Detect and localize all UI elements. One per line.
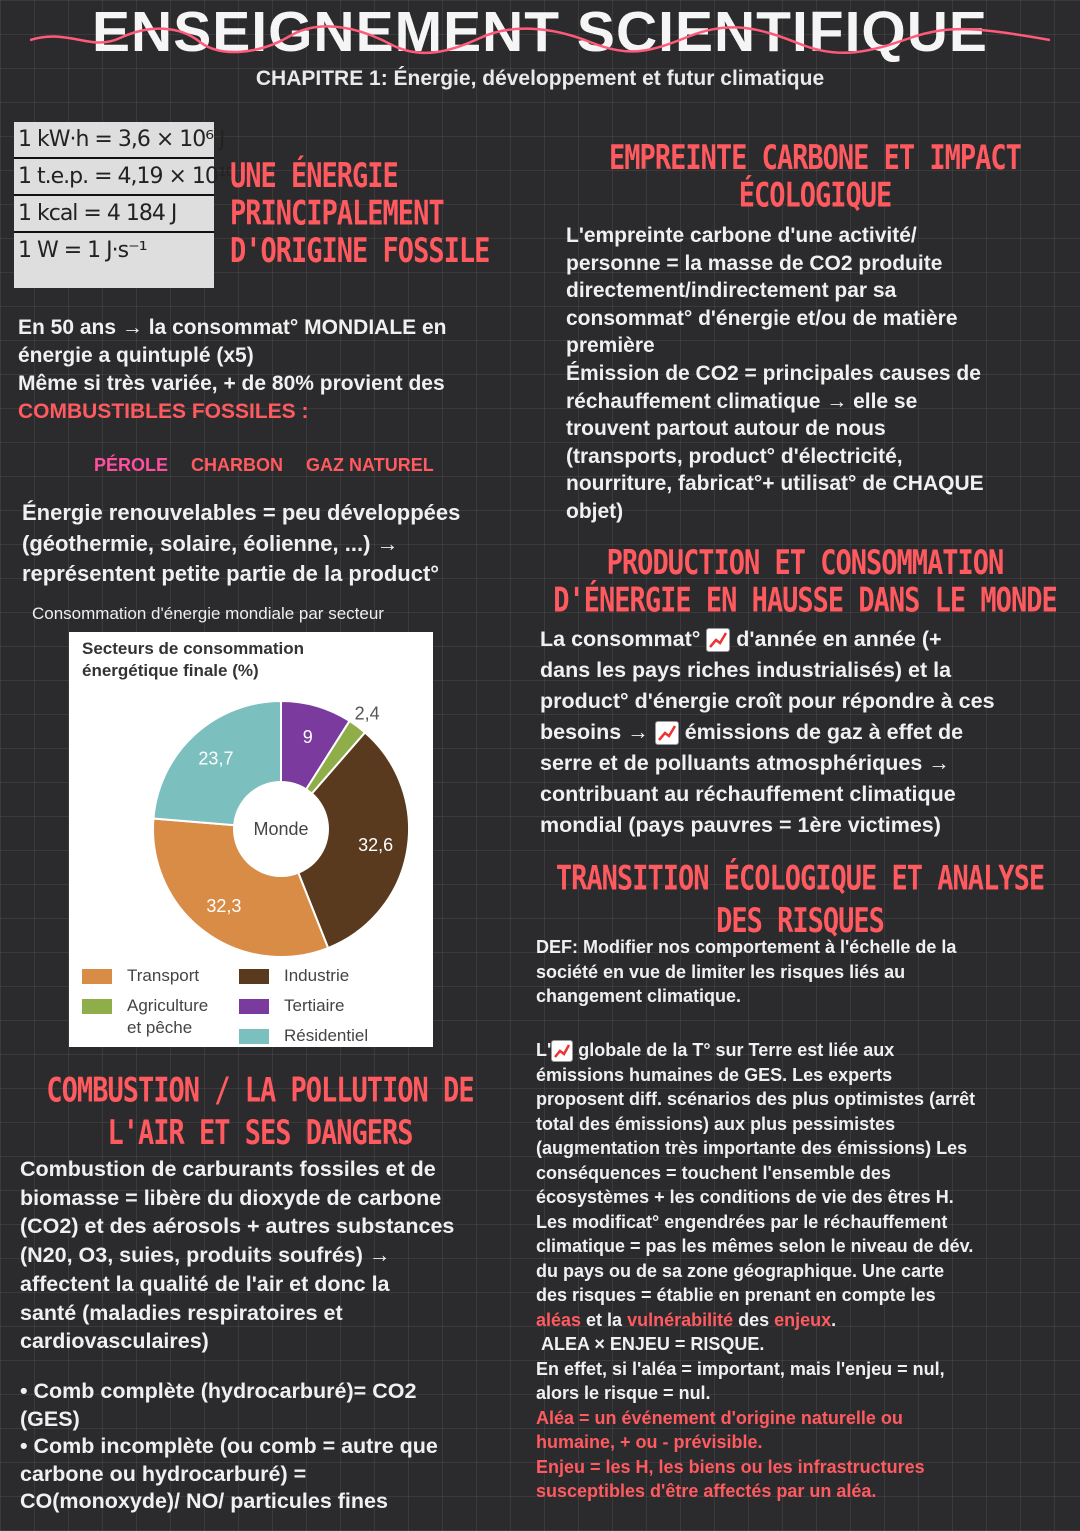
text-line: conséquences = touchent l'ensemble des [536,1162,891,1183]
text-line: alors le risque = nul. [536,1383,711,1403]
text-line [536,1038,1076,1063]
text-line: total des émissions) aux plus pessimistes [536,1113,896,1134]
legend-swatch-industrie [239,969,269,984]
legend-label: Transport [127,966,200,985]
fossil-item: CHARBON [191,455,284,475]
fossil-list [94,455,434,476]
text-line [540,717,1070,748]
heading-line: D'ÉNERGIE EN HAUSSE DANS LE MONDE [553,581,1057,620]
text-fragment: vulnérabilité [627,1309,734,1330]
heading-line: DES RISQUES [716,901,884,941]
text-line: dans les pays riches industrialisés) et la [540,658,952,682]
text-line: (géothermie, solaire, éolienne, ...) → [22,530,399,556]
definition-paragraph [536,935,1071,1009]
pie-slice-label: 9 [302,726,313,747]
bullet-line: • Comb complète (hydrocarburé)= CO2 [20,1379,417,1403]
text-fragment: La consommat° [540,627,701,651]
trend-up-icon [655,721,679,745]
text-line: cardiovasculaires) [20,1329,209,1354]
text-line: (transports, product° d'électricité, [566,444,903,468]
unit-line: 1 kcal = 4 184 J [14,196,214,233]
text-line: Émission de CO2 = principales causes de [566,361,981,385]
text-fragment: L' [536,1040,552,1060]
heading-line: ÉCOLOGIQUE [738,176,892,215]
pie-chart-card [69,632,433,1047]
heading-line: PRODUCTION ET CONSOMMATION [606,543,1004,583]
text-line: des risques = établie en prenant en compte les [536,1285,936,1305]
text-fragment: aléas [536,1309,582,1330]
text-fragment: enjeux [774,1309,832,1330]
text-line: susceptibles d'être affectés par un aléa. [536,1481,877,1501]
text-fragment: d'année en année (+ [736,627,942,651]
heading-line: L'AIR ET SES DANGERS [107,1113,413,1153]
chart-title-line: Secteurs de consommation [82,639,305,658]
combustion-bullets [20,1378,520,1516]
renewable-paragraph [22,498,522,590]
bullet-line: (GES) [20,1406,80,1431]
fossil-item: GAZ NATUREL [306,455,434,475]
chapter-subtitle: CHAPITRE 1: Énergie, développement et futur climatique [255,67,825,90]
heading-fossil-energy [230,158,489,271]
combustion-paragraph [20,1155,520,1356]
unit-line: 1 t.e.p. = 4,19 × 10¹⁰ J [14,159,214,196]
legend-swatch-agriculture [82,999,112,1014]
units-note [14,122,246,288]
fossil-fuels-label: COMBUSTIBLES FOSSILES : [18,400,309,423]
unit-line: 1 W = 1 J·s⁻¹ [18,238,147,263]
text-line: product° d'énergie croît pour répondre à ces [540,689,995,713]
text-line: proposent diff. scénarios des plus optimistes (arrêt [536,1089,976,1109]
bullet-line: carbone ou hydrocarburé) = [20,1461,307,1486]
heading-combustion [20,1070,500,1155]
text-line: humaine, + ou - prévisible. [536,1432,763,1452]
pie-chart [69,632,433,1047]
unit-line: 1 kW·h = 3,6 × 10⁶ J [14,122,214,159]
pie-slice-label: 32,6 [358,835,394,856]
text-line: société en vue de limiter les risques liés au [536,961,906,982]
title-script-decoration [30,18,1050,58]
heading-line: D'ORIGINE FOSSILE [230,231,490,271]
text-line: biomasse = libère du dioxyde de carbone [20,1185,442,1210]
risk-formula: ALEA × ENJEU = RISQUE. [541,1334,765,1354]
text-line: (N20, O3, suies, produits soufrés) → [20,1243,391,1268]
text-line: (augmentation très importante des émissions) Les [536,1138,968,1158]
text-line: serre et de polluants atmosphériques → [540,751,950,775]
text-line: Les modificat° engendrées par le réchauffement [536,1211,948,1232]
text-fragment: des [733,1309,775,1330]
heading-carbon-footprint [575,140,1055,215]
term: Aléa [536,1407,575,1428]
heading-production [540,545,1070,620]
chart-caption: Consommation d'énergie mondiale par secteur [32,604,384,623]
bullet-line: CO(monoxyde)/ NO/ particules fines [20,1489,388,1513]
text-line: changement climatique. [536,986,742,1006]
text-line: L'empreinte carbone d'une activité/ [566,224,917,247]
text-fragment: = les H, les biens ou les infrastructures [585,1456,925,1477]
legend-label: Résidentiel [284,1026,369,1045]
text-line: directement/indirectement par sa [566,279,897,303]
fossil-item: PÉROLE [94,455,169,475]
text-line: du pays ou de sa zone géographique. Une carte [536,1260,945,1281]
text-line: mondial (pays pauvres = 1ère victimes) [540,813,941,837]
chart-title-line: énergétique finale (%) [82,661,259,680]
legend-swatch-tertiaire [239,999,269,1014]
text-line: émissions humaines de GES. Les experts [536,1064,893,1085]
heading-transition [540,858,1060,943]
text-line: En effet, si l'aléa = important, mais l'enjeu = nul, [536,1358,945,1379]
text-line: Combustion de carburants fossiles et de [20,1157,436,1181]
legend-label: et pêche [127,1018,193,1037]
fossil-paragraph [18,314,518,426]
enjeu-definition [536,1455,1076,1480]
alea-definition [536,1406,1076,1431]
pie-slice-label: 23,7 [198,748,234,769]
legend-swatch-transport [82,969,112,984]
text-line: Énergie renouvelables = peu développées [22,500,461,525]
pie-slice-label: 2,4 [354,703,380,724]
text-line: première [566,334,655,358]
term: Enjeu [536,1456,586,1477]
heading-line: COMBUSTION / LA POLLUTION DE [46,1071,474,1110]
text-line: Même si très variée, + de 80% provient des [18,372,445,395]
text-line: climatique = pas les mêmes selon le niveau de dév. [536,1236,974,1256]
legend-label: Tertiaire [284,996,345,1015]
page-title: ENSEIGNEMENT SCIENTIFIQUE [92,0,988,64]
text-fragment: . [831,1309,837,1330]
text-fragment: besoins → [540,720,649,744]
text-fragment: et la [581,1309,628,1330]
text-line: DEF: Modifier nos comportement à l'échelle de la [536,937,957,957]
text-line: réchauffement climatique → elle se [566,389,918,413]
text-line: objet) [566,499,624,523]
text-line: personne = la masse de CO2 produite [566,251,943,275]
risk-factors-line [536,1308,1076,1333]
bullet-line: • Comb incomplète (ou comb = autre que [20,1434,438,1458]
heading-line: UNE ÉNERGIE [230,156,398,196]
heading-line: TRANSITION ÉCOLOGIQUE ET ANALYSE [555,859,1045,898]
pie-center-label: Monde [253,819,309,839]
text-line: trouvent partout autour de nous [566,417,886,441]
global-warming-paragraph [536,1038,1076,1504]
trend-up-icon [706,628,730,652]
text-fragment: = un événement d'origine naturelle ou [574,1407,903,1428]
text-line: consommat° d'énergie et/ou de matière [566,306,958,330]
trend-up-icon [551,1040,573,1062]
legend-swatch-residentiel [239,1029,269,1044]
legend-label: Agriculture [127,996,209,1015]
text-fragment: émissions de gaz à effet de [684,720,964,744]
text-line: (CO2) et des aérosols + autres substances [20,1214,455,1239]
legend-label: Industrie [284,966,350,985]
text-line: écosystèmes + les conditions de vie des êtres H. [536,1187,954,1207]
heading-line: EMPREINTE CARBONE ET IMPACT [609,138,1021,178]
carbon-paragraph [566,222,1066,526]
text-line [540,624,1070,655]
text-fragment: globale de la T° sur Terre est liée aux [578,1040,895,1060]
text-line: santé (maladies respiratoires et [20,1300,343,1325]
production-paragraph [540,624,1070,841]
text-line: représentent petite partie de la product° [22,561,440,586]
text-line: affectent la qualité de l'air et donc la [20,1271,390,1296]
heading-line: PRINCIPALEMENT [230,194,444,233]
text-line: En 50 ans → la consommat° MONDIALE en [18,316,447,339]
text-line: énergie a quintuplé (x5) [18,344,254,367]
text-line: contribuant au réchauffement climatique [540,782,956,806]
pie-slice-label: 32,3 [206,896,242,917]
text-line: nourriture, fabricat°+ utilisat° de CHAQUE [566,472,984,496]
